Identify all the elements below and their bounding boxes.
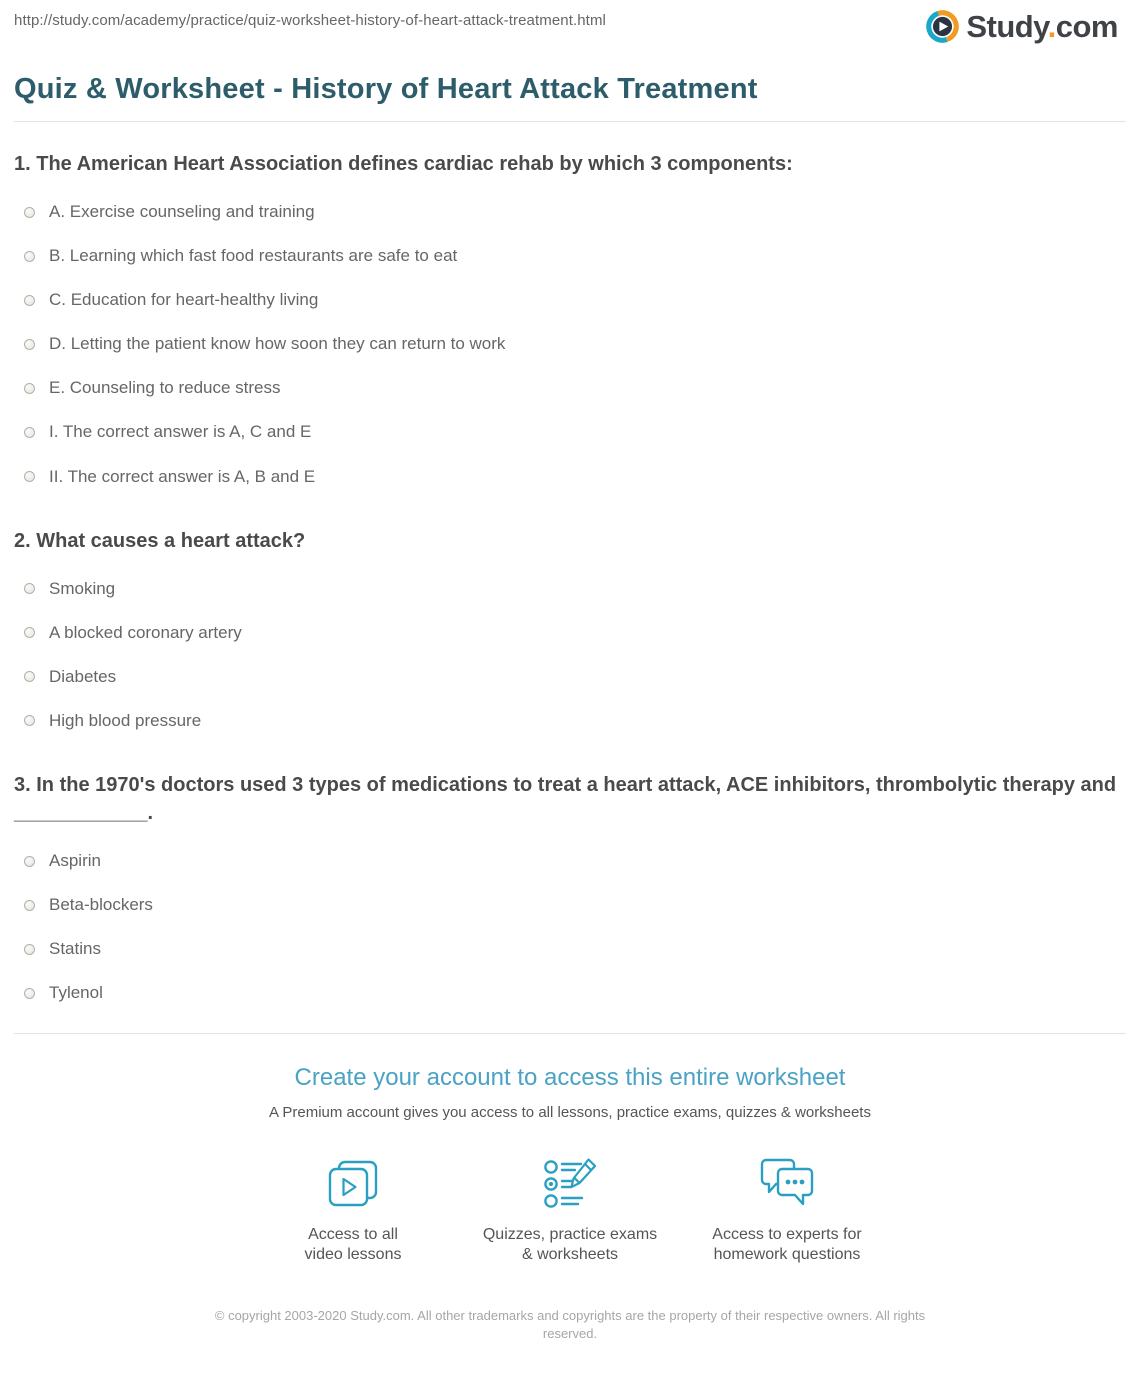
option-label: I. The correct answer is A, C and E	[49, 422, 312, 442]
question-3-option-1[interactable]	[24, 839, 1126, 883]
premium-subheading: A Premium account gives you access to all lessons, practice exams, quizzes & worksheets	[269, 1104, 871, 1122]
option-label: Diabetes	[49, 666, 117, 686]
question-1-option-a[interactable]	[24, 190, 1126, 234]
radio-button[interactable]	[24, 856, 35, 867]
radio-button[interactable]	[24, 427, 35, 438]
option-label: A blocked coronary artery	[49, 622, 242, 642]
question-3-option-3[interactable]	[24, 927, 1126, 971]
feature-video-lessons	[245, 1155, 462, 1265]
option-label: Beta-blockers	[49, 895, 153, 915]
logo-dot: .	[1047, 9, 1056, 44]
radio-button[interactable]	[24, 715, 35, 726]
page-url: http://study.com/academy/practice/quiz-worksheet-history-of-heart-attack-treatment.html	[14, 12, 606, 29]
radio-button[interactable]	[24, 207, 35, 218]
option-label: Smoking	[49, 578, 116, 598]
question-3-heading: 3. In the 1970's doctors used 3 types of medications to treat a heart attack, ACE inhibitors, thrombolytic therapy and ____________.	[14, 774, 1117, 825]
feature-label: Access to all video lessons	[304, 1226, 402, 1264]
feature-label: Quizzes, practice exams & worksheets	[482, 1226, 658, 1264]
radio-button[interactable]	[24, 944, 35, 955]
question-1	[14, 150, 1126, 499]
video-lessons-icon	[245, 1155, 462, 1211]
feature-list	[14, 1155, 1126, 1265]
option-label: Aspirin	[49, 851, 101, 871]
radio-button[interactable]	[24, 627, 35, 638]
question-2-option-1[interactable]	[24, 567, 1126, 611]
radio-button[interactable]	[24, 383, 35, 394]
option-label: B. Learning which fast food restaurants are safe to eat	[49, 246, 458, 266]
option-label: A. Exercise counseling and training	[49, 202, 315, 221]
option-label: E. Counseling to reduce stress	[49, 378, 281, 398]
studycom-logo-text: Study.com	[966, 9, 1118, 44]
radio-button[interactable]	[24, 295, 35, 306]
radio-button[interactable]	[24, 900, 35, 911]
radio-button[interactable]	[24, 471, 35, 482]
top-bar	[14, 0, 1126, 43]
feature-label: Access to experts for homework questions	[712, 1226, 862, 1264]
question-1-option-b[interactable]	[24, 234, 1126, 278]
question-2-option-2[interactable]	[24, 611, 1126, 655]
question-2-option-3[interactable]	[24, 655, 1126, 699]
option-label: C. Education for heart-healthy living	[49, 290, 319, 310]
question-1-heading: 1. The American Heart Association defines cardiac rehab by which 3 components:	[14, 153, 793, 175]
option-label: D. Letting the patient know how soon they can return to work	[49, 334, 506, 354]
feature-quizzes-worksheets	[462, 1155, 679, 1265]
question-1-option-e[interactable]	[24, 366, 1126, 410]
radio-button[interactable]	[24, 339, 35, 350]
page-title: Quiz & Worksheet - History of Heart Attack Treatment	[14, 73, 758, 105]
question-3-option-4[interactable]	[24, 971, 1126, 1015]
option-label: Statins	[49, 939, 101, 959]
option-label: II. The correct answer is A, B and E	[49, 466, 316, 486]
copyright-notice: © copyright 2003-2020 Study.com. All other trademarks and copyrights are the property of their respective owners. All rights reserved.	[214, 1308, 926, 1341]
question-1-option-c[interactable]	[24, 278, 1126, 322]
question-1-option-ii[interactable]	[24, 455, 1126, 499]
option-label: Tylenol	[49, 983, 103, 1003]
title-divider	[14, 121, 1126, 122]
radio-button[interactable]	[24, 251, 35, 262]
question-2-heading: 2. What causes a heart attack?	[14, 529, 306, 552]
question-1-option-i[interactable]	[24, 410, 1126, 454]
question-2-option-4[interactable]	[24, 699, 1126, 743]
option-label: High blood pressure	[49, 710, 202, 730]
radio-button[interactable]	[24, 988, 35, 999]
create-account-section	[14, 1033, 1126, 1265]
question-1-option-d[interactable]	[24, 322, 1126, 366]
create-account-heading: Create your account to access this entire worksheet	[294, 1064, 846, 1092]
studycom-logo-icon	[926, 10, 959, 43]
radio-button[interactable]	[24, 583, 35, 594]
question-3-option-2[interactable]	[24, 883, 1126, 927]
radio-button[interactable]	[24, 671, 35, 682]
question-2	[14, 527, 1126, 743]
studycom-logo[interactable]	[926, 10, 1118, 43]
question-3	[14, 771, 1126, 1015]
quizzes-worksheets-icon	[462, 1155, 679, 1211]
feature-homework-experts	[679, 1155, 896, 1265]
experts-chat-icon	[679, 1155, 896, 1211]
